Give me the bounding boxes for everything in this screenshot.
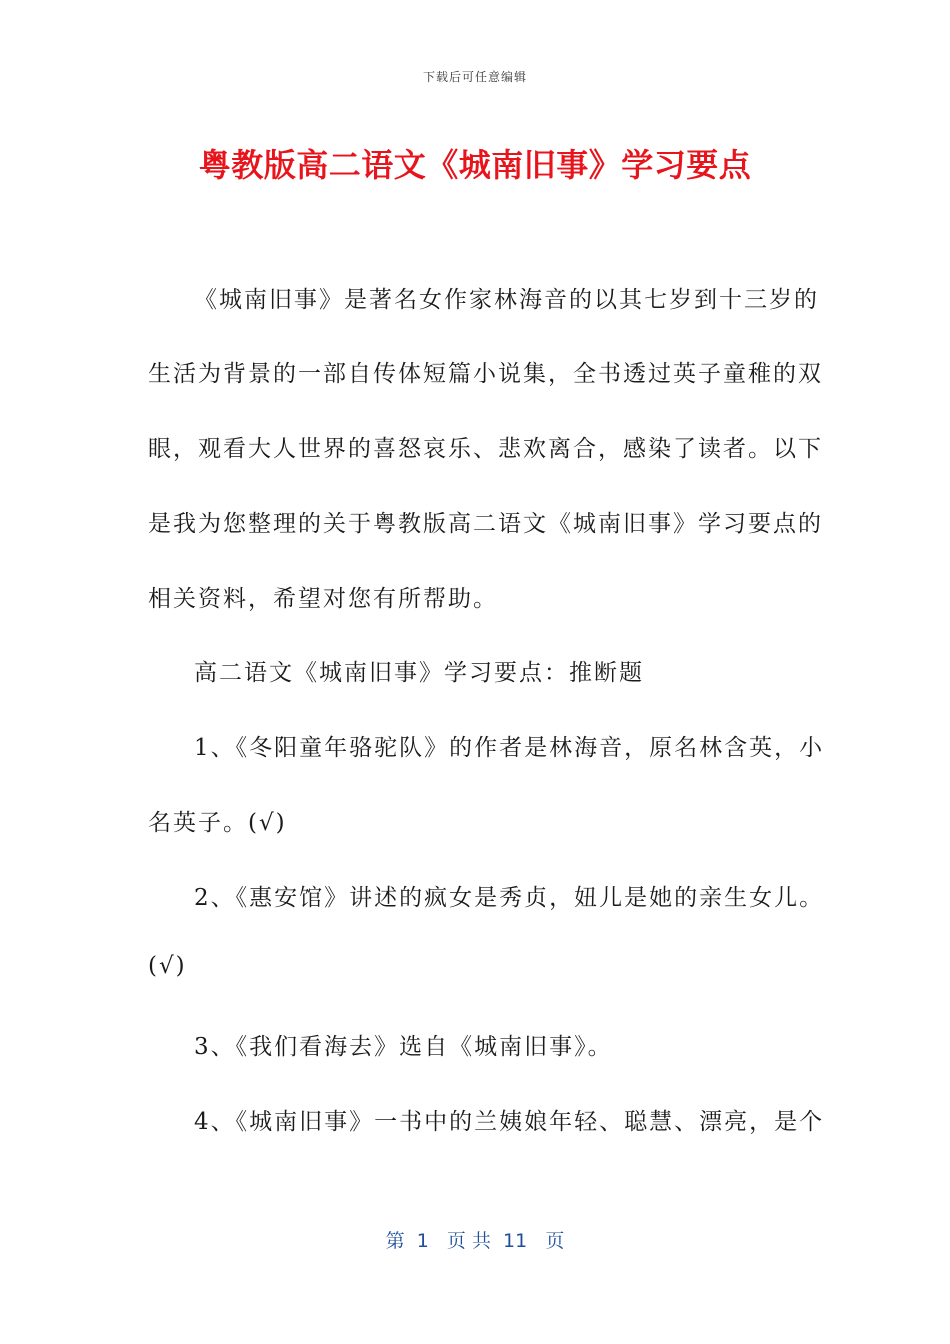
- paragraph-line: 是我为您整理的关于粤教版高二语文《城南旧事》学习要点的: [148, 511, 823, 537]
- list-item-line: 名英子。(√): [148, 810, 287, 836]
- list-item-line: (√): [148, 953, 187, 979]
- paragraph-line: 相关资料，希望对您有所帮助。: [148, 586, 498, 612]
- header-note: 下载后可任意编辑: [422, 70, 527, 84]
- paragraph-line: 《城南旧事》是著名女作家林海音的以其七岁到十三岁的: [194, 287, 819, 313]
- document-title: 粤教版高二语文《城南旧事》学习要点: [198, 146, 752, 184]
- page-footer: 第 1 页 共 11 页: [385, 1230, 565, 1252]
- section-heading: 高二语文《城南旧事》学习要点：推断题: [194, 660, 644, 686]
- list-item-line: 1、《冬阳童年骆驼队》的作者是林海音，原名林含英，小: [194, 735, 825, 761]
- paragraph-line: 生活为背景的一部自传体短篇小说集，全书透过英子童稚的双: [148, 361, 823, 387]
- list-item-line: 2、《惠安馆》讲述的疯女是秀贞，妞儿是她的亲生女儿。: [194, 885, 825, 911]
- list-item-line: 4、《城南旧事》一书中的兰姨娘年轻、聪慧、漂亮，是个: [194, 1109, 825, 1135]
- paragraph-line: 眼，观看大人世界的喜怒哀乐、悲欢离合，感染了读者。以下: [148, 436, 823, 462]
- list-item-line: 3、《我们看海去》选自《城南旧事》。: [194, 1034, 613, 1060]
